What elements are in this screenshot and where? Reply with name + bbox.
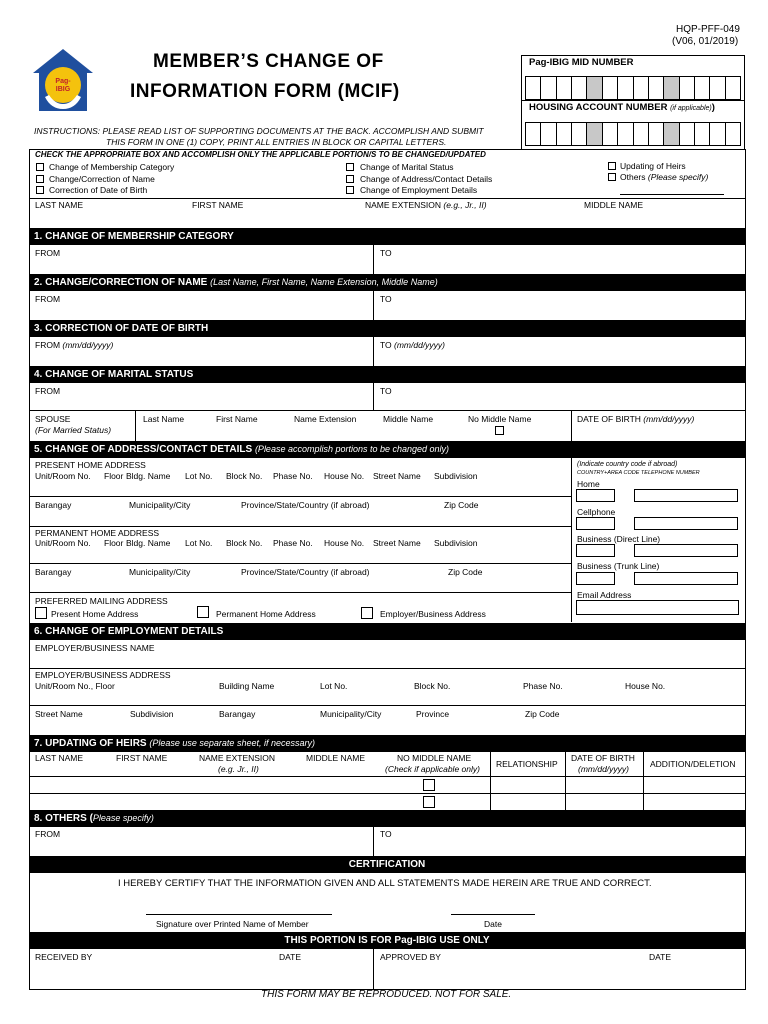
s3-to-label: [380, 340, 445, 350]
check-header: CHECK THE APPROPRIATE BOX AND ACCOMPLISH ONLY THE APPLICABLE PORTION/S TO BE CHANGED/UPDATED: [35, 150, 486, 159]
emp-building: Building Name: [219, 681, 275, 691]
s7-title: 7. UPDATING OF HEIRS: [34, 738, 150, 749]
housing-account-text: HOUSING ACCOUNT NUMBER: [529, 102, 668, 113]
s7-sub: (Please use separate sheet, if necessary): [149, 738, 315, 748]
housing-account-input[interactable]: [525, 122, 741, 146]
heir-ext-header: NAME EXTENSION: [199, 753, 276, 763]
name-extension-eg: (e.g., Jr., II): [443, 200, 487, 210]
s2-from-label: FROM: [35, 294, 61, 304]
spouse-no-middle-name: No Middle Name: [468, 414, 532, 424]
cert-date-label: Date: [484, 919, 502, 929]
heir-ext-eg: (e.g. Jr., II): [218, 764, 259, 774]
heir-row1-nomid-checkbox[interactable]: [423, 779, 435, 791]
s3-from-text: FROM: [35, 340, 63, 350]
middle-name-header: MIDDLE NAME: [584, 200, 644, 210]
present-municipality: Municipality/City: [129, 500, 191, 510]
section1-header: 1. CHANGE OF MEMBERSHIP CATEGORY: [29, 228, 745, 245]
section2-header: [29, 274, 745, 291]
pref-present-checkbox[interactable]: [35, 607, 47, 619]
svg-text:Pag-: Pag-: [55, 78, 71, 85]
first-name-header: FIRST NAME: [192, 200, 244, 210]
trunk-area-code-input[interactable]: [576, 572, 615, 585]
permanent-block: Block No.: [226, 538, 263, 548]
spouse-first-name: First Name: [216, 414, 258, 424]
s4-from-label: FROM: [35, 386, 61, 396]
heir-nomid-header: NO MIDDLE NAME: [397, 753, 472, 763]
office-use-header: THIS PORTION IS FOR Pag-IBIG USE ONLY: [29, 932, 745, 949]
home-area-code-input[interactable]: [576, 489, 615, 502]
certification-text: I HEREBY CERTIFY THAT THE INFORMATION GIVEN AND ALL STATEMENTS MADE HEREIN ARE TRUE AND CORRECT.: [118, 878, 652, 889]
opt-heirs-label: Updating of Heirs: [620, 161, 686, 171]
home-number-input[interactable]: [634, 489, 738, 502]
s2-sub: (Last Name, First Name, Name Extension, Middle Name): [210, 277, 438, 287]
emp-subdivision: Subdivision: [130, 709, 174, 719]
opt-marital-label: Change of Marital Status: [360, 162, 454, 172]
opt-address-label: Change of Address/Contact Details: [360, 174, 493, 184]
section7-header: [29, 735, 745, 752]
heir-addition-header: ADDITION/DELETION: [650, 759, 736, 769]
s3-from-label: [35, 340, 113, 350]
cell-number-input[interactable]: [634, 517, 738, 530]
instructions-line2: THIS FORM IN ONE (1) COPY, PRINT ALL ENTRIES IN BLOCK OR CAPITAL LETTERS.: [106, 137, 447, 147]
spouse-label: SPOUSE: [35, 414, 71, 424]
pref-present-label: Present Home Address: [51, 609, 139, 619]
member-signature-label: Signature over Printed Name of Member: [156, 919, 309, 929]
section3-header: 3. CORRECTION OF DATE OF BIRTH: [29, 320, 745, 337]
emp-barangay: Barangay: [219, 709, 256, 719]
permanent-address-label: PERMANENT HOME ADDRESS: [35, 528, 160, 538]
received-date-label: DATE: [279, 952, 302, 962]
present-block: Block No.: [226, 471, 263, 481]
section5-header: [29, 441, 745, 458]
s3-to-text: TO: [380, 340, 395, 350]
contact-note: (Indicate country code if abroad): [577, 461, 678, 468]
permanent-house: House No.: [324, 538, 365, 548]
opt-employment-label: Change of Employment Details: [360, 185, 478, 195]
spouse-last-name: Last Name: [143, 414, 185, 424]
form-title-line2: INFORMATION FORM (MCIF): [130, 81, 400, 102]
spouse-dob-label: [577, 414, 694, 424]
membership-category-checkbox[interactable]: [36, 163, 44, 171]
permanent-unit: Unit/Room No.: [35, 538, 91, 548]
section6-header: 6. CHANGE OF EMPLOYMENT DETAILS: [29, 623, 745, 640]
permanent-phase: Phase No.: [273, 538, 313, 548]
name-change-checkbox[interactable]: [36, 175, 44, 183]
opt-others-text: Others: [620, 172, 648, 182]
heirs-checkbox[interactable]: [608, 162, 616, 170]
direct-number-input[interactable]: [634, 544, 738, 557]
mid-number-input[interactable]: [525, 76, 741, 100]
preferred-mailing-label: PREFERRED MAILING ADDRESS: [35, 596, 168, 606]
section8-header: [29, 810, 745, 827]
mid-number-label: Pag-IBIG MID NUMBER: [529, 57, 634, 68]
emp-street: Street Name: [35, 709, 83, 719]
permanent-zip: Zip Code: [448, 567, 483, 577]
s8-from-label: FROM: [35, 829, 61, 839]
present-province: Province/State/Country (if abroad): [241, 500, 370, 510]
permanent-province: Province/State/Country (if abroad): [241, 567, 370, 577]
marital-status-checkbox[interactable]: [346, 163, 354, 171]
name-extension-header: [365, 200, 487, 210]
form-version: (V06, 01/2019): [672, 36, 739, 47]
instructions-line1: INSTRUCTIONS: PLEASE READ LIST OF SUPPORTING DOCUMENTS AT THE BACK. ACCOMPLISH AND SUBMIT: [34, 126, 484, 136]
member-signature-line[interactable]: [146, 914, 332, 915]
pagibig-logo: [31, 47, 95, 117]
s5-title: 5. CHANGE OF ADDRESS/CONTACT DETAILS: [34, 444, 255, 455]
heir-middle-header: MIDDLE NAME: [306, 753, 366, 763]
certification-header: CERTIFICATION: [29, 856, 745, 873]
cert-date-line[interactable]: [451, 914, 535, 915]
mid-divider: [521, 100, 745, 101]
spouse-dob-text: DATE OF BIRTH: [577, 414, 644, 424]
s3-from-fmt: (mm/dd/yyyy): [62, 340, 114, 350]
s5-sub: (Please accomplish portions to be changed only): [254, 444, 450, 454]
last-name-header: LAST NAME: [35, 200, 84, 210]
heir-row2-nomid-checkbox[interactable]: [423, 796, 435, 808]
section4-header: 4. CHANGE OF MARITAL STATUS: [29, 366, 745, 383]
emp-province: Province: [416, 709, 450, 719]
received-by-label: RECEIVED BY: [35, 952, 93, 962]
heir-dob-header: DATE OF BIRTH: [571, 753, 635, 763]
opt-others-note: (Please specify): [647, 172, 709, 182]
permanent-subdivision: Subdivision: [434, 538, 478, 548]
employer-name-label: EMPLOYER/BUSINESS NAME: [35, 643, 155, 653]
spouse-note: (For Married Status): [35, 425, 112, 435]
present-bldg: Bldg. Name: [126, 471, 171, 481]
pref-employer-label: Employer/Business Address: [380, 609, 486, 619]
cell-area-code-input[interactable]: [576, 517, 615, 530]
footer-note: THIS FORM MAY BE REPRODUCED. NOT FOR SALE.: [261, 989, 512, 1000]
emp-unit: Unit/Room No., Floor: [35, 681, 115, 691]
emp-house: House No.: [625, 681, 666, 691]
approved-by-label: APPROVED BY: [380, 952, 441, 962]
present-street: Street Name: [373, 471, 421, 481]
employer-address-label: EMPLOYER/BUSINESS ADDRESS: [35, 670, 171, 680]
heir-nomid-note: (Check if applicable only): [385, 764, 480, 774]
trunk-number-input[interactable]: [634, 572, 738, 585]
opt-name-label: Change/Correction of Name: [49, 174, 155, 184]
permanent-barangay: Barangay: [35, 567, 72, 577]
spouse-no-middle-checkbox[interactable]: [495, 426, 504, 435]
emp-lot: Lot No.: [320, 681, 348, 691]
present-phase: Phase No.: [273, 471, 313, 481]
present-lot: Lot No.: [185, 471, 213, 481]
others-checkbox[interactable]: [608, 173, 616, 181]
present-zip: Zip Code: [444, 500, 479, 510]
employment-checkbox[interactable]: [346, 186, 354, 194]
others-specify-line[interactable]: [620, 194, 724, 195]
opt-dob-label: Correction of Date of Birth: [49, 185, 148, 195]
heir-last-name-header: LAST NAME: [35, 753, 84, 763]
heir-first-name-header: FIRST NAME: [116, 753, 168, 763]
opt-membership-label: Change of Membership Category: [49, 162, 175, 172]
emp-zip: Zip Code: [525, 709, 560, 719]
s3-to-fmt: (mm/dd/yyyy): [394, 340, 446, 350]
direct-line-label: Business (Direct Line): [577, 534, 661, 544]
trunk-line-label: Business (Trunk Line): [577, 561, 660, 571]
name-extension-text: NAME EXTENSION: [365, 200, 444, 210]
emp-phase: Phase No.: [523, 681, 563, 691]
address-checkbox[interactable]: [346, 175, 354, 183]
emp-block: Block No.: [414, 681, 451, 691]
s8-to-label: TO: [380, 829, 392, 839]
s1-from-label: FROM: [35, 248, 61, 258]
form-code: HQP-PFF-049: [676, 24, 740, 35]
permanent-bldg: Bldg. Name: [126, 538, 171, 548]
s2-to-label: TO: [380, 294, 392, 304]
spouse-middle-name: Middle Name: [383, 414, 434, 424]
permanent-municipality: Municipality/City: [129, 567, 191, 577]
pref-employer-checkbox[interactable]: [361, 607, 373, 619]
present-barangay: Barangay: [35, 500, 72, 510]
home-phone-label: Home: [577, 479, 600, 489]
s1-to-label: TO: [380, 248, 392, 258]
present-floor: Floor: [104, 471, 124, 481]
present-subdivision: Subdivision: [434, 471, 478, 481]
form-title-line1: MEMBER’S CHANGE OF: [153, 51, 384, 72]
s8-title-sub: Please specify): [92, 813, 154, 823]
emp-municipality: Municipality/City: [320, 709, 382, 719]
dob-correction-checkbox[interactable]: [36, 186, 44, 194]
present-house: House No.: [324, 471, 365, 481]
spouse-dob-fmt: (mm/dd/yyyy): [643, 414, 695, 424]
s4-to-label: TO: [380, 386, 392, 396]
opt-others-label: [620, 172, 708, 182]
permanent-floor: Floor: [104, 538, 124, 548]
pref-permanent-checkbox[interactable]: [197, 606, 209, 618]
permanent-street: Street Name: [373, 538, 421, 548]
present-address-label: PRESENT HOME ADDRESS: [35, 460, 146, 470]
housing-account-note: (if applicable): [670, 105, 712, 112]
housing-account-label: HOUSING ACCOUNT NUMBER (if applicable)): [529, 102, 715, 113]
cellphone-label: Cellphone: [577, 507, 616, 517]
email-input[interactable]: [576, 600, 739, 615]
heir-relationship-header: RELATIONSHIP: [496, 759, 558, 769]
email-label: Email Address: [577, 590, 632, 600]
contact-format-note: COUNTRY+AREA CODE TELEPHONE NUMBER: [577, 470, 700, 476]
s2-title: 2. CHANGE/CORRECTION OF NAME: [34, 277, 211, 288]
s8-title: 8. OTHERS (: [34, 813, 93, 824]
direct-area-code-input[interactable]: [576, 544, 615, 557]
permanent-lot: Lot No.: [185, 538, 213, 548]
svg-text:IBIG: IBIG: [55, 86, 71, 93]
spouse-name-extension: Name Extension: [294, 414, 357, 424]
approved-date-label: DATE: [649, 952, 672, 962]
heir-dob-fmt: (mm/dd/yyyy): [578, 764, 629, 774]
present-unit: Unit/Room No.: [35, 471, 91, 481]
pref-permanent-label: Permanent Home Address: [216, 609, 316, 619]
